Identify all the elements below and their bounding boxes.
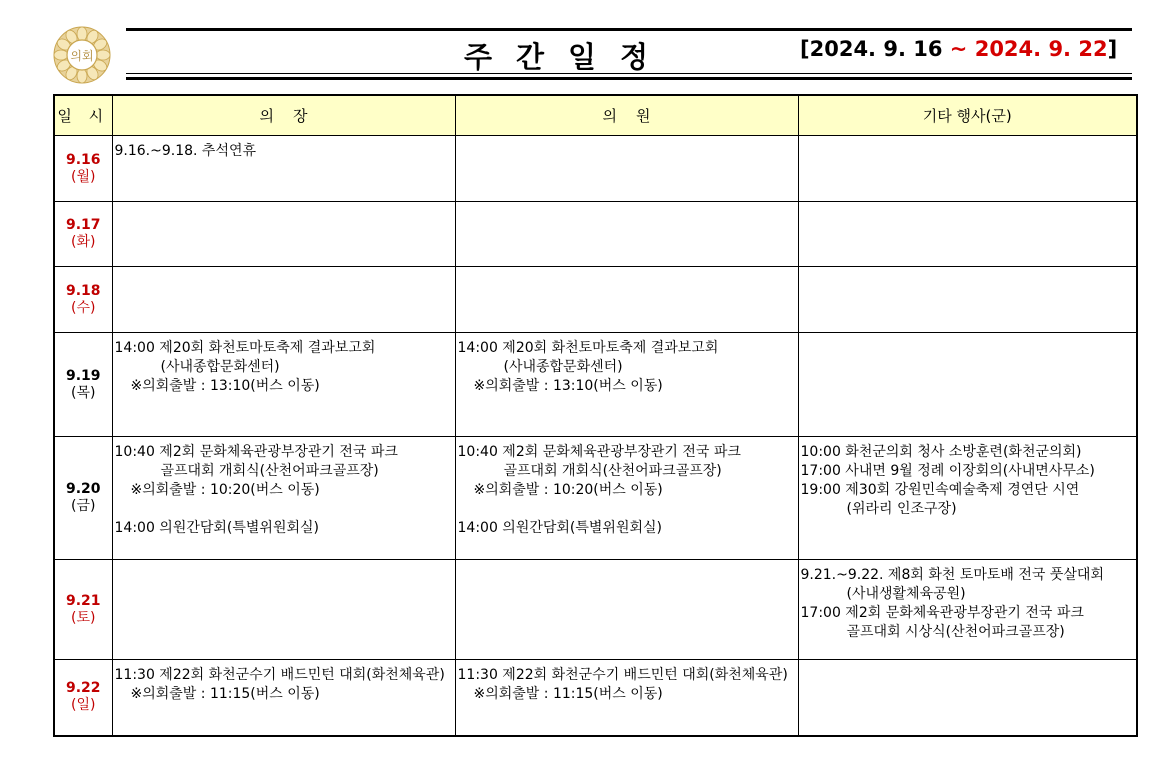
table-row — [54, 660, 1137, 736]
header-other-events: 기타 행사(군) — [798, 95, 1137, 136]
schedule-line: ※의회출발 : 11:15(버스 이동) — [473, 686, 663, 702]
schedule-line: 9.16.~9.18. 추석연휴 — [114, 143, 257, 159]
chair-schedule-cell — [112, 437, 455, 560]
schedule-line: ※의회출발 : 10:20(버스 이동) — [473, 482, 663, 498]
chair-schedule-cell — [112, 333, 455, 437]
council-emblem-logo — [44, 22, 120, 88]
schedule-line: ※의회출발 : 10:20(버스 이동) — [130, 482, 320, 498]
other-schedule-cell — [798, 560, 1137, 660]
schedule-line: 10:40 제2회 문화체육관광부장관기 전국 파크 — [457, 444, 741, 460]
schedule-line: 골프대회 개회식(산천어파크골프장) — [160, 463, 379, 479]
day-weekday: (수) — [71, 299, 96, 316]
weekly-schedule-table — [53, 94, 1138, 737]
other-schedule-cell — [798, 202, 1137, 267]
schedule-line: ※의회출발 : 13:10(버스 이동) — [473, 378, 663, 394]
table-row — [54, 437, 1137, 560]
schedule-line: 10:40 제2회 문화체육관광부장관기 전국 파크 — [114, 444, 398, 460]
table-row — [54, 267, 1137, 333]
emblem-petal — [54, 50, 68, 60]
date-range: [2024. 9. 16 ~ 2024. 9. 22] — [800, 37, 1118, 61]
table-row — [54, 560, 1137, 660]
date-start: 2024. 9. 16 — [809, 37, 943, 61]
day-cell — [54, 267, 112, 333]
day-weekday: (월) — [71, 168, 96, 185]
member-schedule-cell — [455, 333, 798, 437]
schedule-line: ※의회출발 : 11:15(버스 이동) — [130, 686, 320, 702]
schedule-line: 17:00 제2회 문화체육관광부장관기 전국 파크 — [800, 605, 1084, 621]
other-schedule-cell — [798, 267, 1137, 333]
schedule-line: 14:00 제20회 화천토마토축제 결과보고회 — [457, 340, 719, 356]
schedule-line: (사내생활체육공원) — [846, 586, 966, 602]
day-date: 9.21 — [65, 592, 101, 609]
table-row — [54, 333, 1137, 437]
day-date: 9.22 — [65, 680, 101, 697]
member-schedule-cell — [455, 136, 798, 202]
schedule-line: 17:00 사내면 9월 정례 이장회의(사내면사무소) — [800, 463, 1095, 479]
other-schedule-cell — [798, 333, 1137, 437]
day-date: 9.17 — [65, 217, 101, 233]
chair-schedule-cell — [112, 202, 455, 267]
schedule-line: 9.21.~9.22. 제8회 화천 토마토배 전국 풋살대회 — [800, 567, 1104, 583]
member-schedule-cell — [455, 437, 798, 560]
day-date: 9.18 — [65, 282, 101, 299]
day-weekday: (토) — [71, 609, 96, 626]
schedule-line: (위라리 인조구장) — [846, 501, 957, 517]
chair-schedule-cell — [112, 136, 455, 202]
day-weekday: (금) — [71, 498, 96, 514]
day-cell — [54, 437, 112, 560]
day-weekday: (화) — [71, 234, 96, 250]
date-end: 2024. 9. 22 — [974, 37, 1108, 61]
header-datetime: 일 시 — [54, 95, 112, 136]
page-title: 주간일정 — [464, 40, 673, 74]
chair-schedule-cell — [112, 560, 455, 660]
day-cell — [54, 202, 112, 267]
schedule-line: 11:30 제22회 화천군수기 배드민턴 대회(화천체육관) — [457, 667, 788, 683]
member-schedule-cell — [455, 560, 798, 660]
day-cell — [54, 333, 112, 437]
schedule-line: 골프대회 개회식(산천어파크골프장) — [503, 463, 722, 479]
table-row — [54, 202, 1137, 267]
logo-text: 의회 — [70, 49, 94, 63]
chair-schedule-cell — [112, 660, 455, 736]
schedule-line: 14:00 제20회 화천토마토축제 결과보고회 — [114, 340, 376, 356]
day-cell — [54, 660, 112, 736]
schedule-line: 14:00 의원간담회(특별위원회실) — [457, 520, 662, 536]
day-date: 9.20 — [65, 481, 101, 497]
header-chair: 의 장 — [112, 95, 455, 136]
emblem-petal — [77, 27, 87, 41]
header-member: 의 원 — [455, 95, 798, 136]
day-cell — [54, 136, 112, 202]
member-schedule-cell — [455, 267, 798, 333]
other-schedule-cell — [798, 660, 1137, 736]
day-date: 9.19 — [65, 367, 101, 384]
schedule-line: 14:00 의원간담회(특별위원회실) — [114, 520, 319, 536]
day-cell — [54, 560, 112, 660]
schedule-line: 19:00 제30회 강원민속예술축제 경연단 시연 — [800, 482, 1080, 498]
table-row — [54, 136, 1137, 202]
schedule-line: (사내종합문화센터) — [160, 359, 280, 375]
schedule-line: ※의회출발 : 13:10(버스 이동) — [130, 378, 320, 394]
schedule-line: 11:30 제22회 화천군수기 배드민턴 대회(화천체육관) — [114, 667, 445, 683]
chair-schedule-cell — [112, 267, 455, 333]
date-separator: ~ — [942, 37, 975, 61]
schedule-line — [458, 500, 796, 519]
day-date: 9.16 — [65, 151, 101, 168]
other-schedule-cell — [798, 437, 1137, 560]
emblem-petal — [77, 69, 87, 83]
schedule-line: (사내종합문화센터) — [503, 359, 623, 375]
member-schedule-cell — [455, 202, 798, 267]
schedule-line — [115, 500, 453, 519]
day-weekday: (목) — [71, 384, 96, 401]
member-schedule-cell — [455, 660, 798, 736]
emblem-petal — [96, 50, 110, 60]
other-schedule-cell — [798, 136, 1137, 202]
schedule-line: 골프대회 시상식(산천어파크골프장) — [846, 624, 1065, 640]
schedule-line: 10:00 화천군의회 청사 소방훈련(화천군의회) — [800, 444, 1082, 460]
table-header-row — [54, 95, 1137, 136]
title-bar — [126, 28, 1132, 80]
day-weekday: (일) — [71, 697, 96, 714]
